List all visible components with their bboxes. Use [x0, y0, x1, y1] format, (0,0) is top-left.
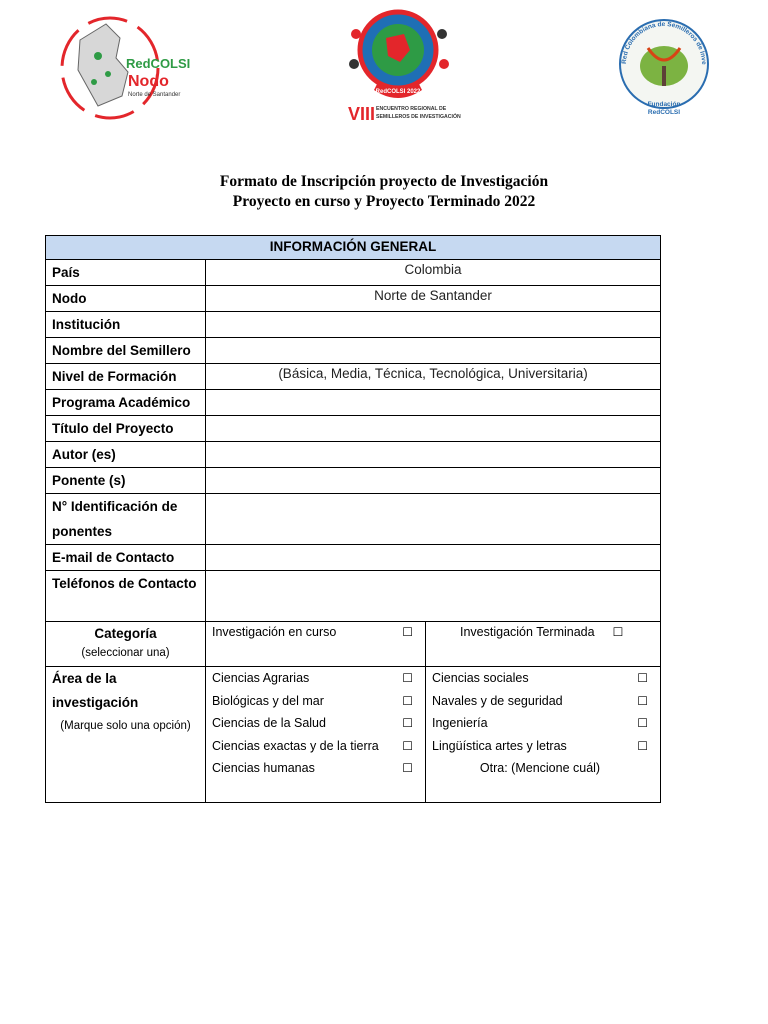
- categoria-option-curso-label: Investigación en curso: [212, 625, 337, 639]
- area-option-other-label: Otra: (Mencione cuál): [479, 761, 601, 775]
- section-header: INFORMACIÓN GENERAL: [46, 236, 661, 260]
- row-categoria: [46, 622, 661, 667]
- row-institucion: [46, 312, 661, 338]
- label-identificacion: N° Identificación de ponentes: [46, 494, 206, 545]
- area-option[interactable]: [432, 690, 654, 713]
- logo-center-line1: ENCUENTRO REGIONAL DE: [376, 106, 447, 112]
- field-pais[interactable]: Colombia: [206, 260, 661, 286]
- encuentro-regional-logo: [338, 6, 464, 124]
- area-option[interactable]: [212, 712, 419, 735]
- row-titulo: [46, 416, 661, 442]
- area-option[interactable]: [212, 690, 419, 713]
- label-pais: País: [46, 260, 206, 286]
- label-telefonos: Teléfonos de Contacto: [46, 571, 206, 622]
- logo-left-line1: RedCOLSI: [126, 56, 191, 71]
- area-option[interactable]: [212, 667, 419, 690]
- field-nivel-formacion[interactable]: (Básica, Media, Técnica, Tecnológica, Universitaria): [206, 364, 661, 390]
- area-option[interactable]: [432, 735, 654, 758]
- logo-center-ring: RedCOLSI 2022: [375, 89, 421, 95]
- field-autor[interactable]: [206, 442, 661, 468]
- field-semillero[interactable]: [206, 338, 661, 364]
- area-option-label: Biológicas y del mar: [212, 693, 324, 708]
- title-line-1: Formato de Inscripción proyecto de Investigación: [219, 173, 549, 190]
- area-option-label: Ciencias Agrarias: [212, 671, 310, 685]
- area-option[interactable]: [212, 757, 419, 780]
- area-option-label: Ciencias humanas: [212, 761, 315, 775]
- row-area: [46, 667, 661, 803]
- categoria-label-cell: [46, 622, 206, 667]
- area-option-label: Navales y de seguridad: [432, 693, 563, 708]
- area-option-label: Ciencias sociales: [432, 671, 529, 685]
- logo-left-line3: Norte de Santander: [128, 92, 181, 98]
- area-option-other[interactable]: [432, 757, 654, 780]
- label-institucion: Institución: [46, 312, 206, 338]
- field-programa[interactable]: [206, 390, 661, 416]
- checkbox-icon[interactable]: ☐: [612, 625, 624, 639]
- checkbox-icon[interactable]: ☐: [402, 671, 413, 685]
- logo-right-ring: Red Colombiana de Semilleros de Inve: [620, 20, 708, 65]
- label-nodo: Nodo: [46, 286, 206, 312]
- area-options-left: [206, 667, 426, 803]
- area-option[interactable]: [432, 667, 654, 690]
- checkbox-icon[interactable]: ☐: [637, 738, 649, 753]
- logo-left-line2: Nodo: [128, 73, 169, 90]
- categoria-option-curso[interactable]: [206, 622, 426, 667]
- row-ponente: [46, 468, 661, 494]
- table-header-row: [46, 236, 661, 260]
- document-title: [0, 172, 768, 212]
- fundacion-redcolsi-logo: [612, 12, 716, 124]
- logo-bar: [0, 0, 768, 140]
- area-option-label: Ciencias de la Salud: [212, 716, 326, 730]
- area-option-label: Ingeniería: [432, 716, 488, 730]
- title-line-2: Proyecto en curso y Proyecto Terminado 2022: [232, 193, 536, 210]
- redcolsi-nodo-logo: [58, 10, 208, 120]
- field-telefonos[interactable]: [206, 571, 661, 622]
- row-identificacion: [46, 494, 661, 545]
- checkbox-icon[interactable]: ☐: [402, 693, 413, 708]
- row-nivel-formacion: [46, 364, 661, 390]
- field-institucion[interactable]: [206, 312, 661, 338]
- row-autor: [46, 442, 661, 468]
- checkbox-icon[interactable]: ☐: [402, 761, 413, 775]
- checkbox-icon[interactable]: ☐: [637, 716, 649, 730]
- area-options-right: [426, 667, 661, 803]
- logo-center-line2: SEMILLEROS DE INVESTIGACIÓN: [376, 114, 461, 120]
- row-pais: [46, 260, 661, 286]
- field-titulo[interactable]: [206, 416, 661, 442]
- checkbox-icon[interactable]: ☐: [637, 693, 649, 708]
- registration-form-table: [45, 235, 661, 803]
- label-semillero: Nombre del Semillero: [46, 338, 206, 364]
- area-option-label: Lingüística artes y letras: [432, 738, 567, 753]
- label-titulo: Título del Proyecto: [46, 416, 206, 442]
- logo-center-numeral: VIII: [348, 104, 376, 124]
- row-email: [46, 545, 661, 571]
- checkbox-icon[interactable]: ☐: [402, 716, 413, 730]
- row-nodo: [46, 286, 661, 312]
- field-identificacion[interactable]: [206, 494, 661, 545]
- label-ponente: Ponente (s): [46, 468, 206, 494]
- row-programa: [46, 390, 661, 416]
- field-email[interactable]: [206, 545, 661, 571]
- categoria-option-terminada[interactable]: [426, 622, 661, 667]
- area-label-cell: [46, 667, 206, 803]
- label-email: E-mail de Contacto: [46, 545, 206, 571]
- label-autor: Autor (es): [46, 442, 206, 468]
- label-area: Área de la investigación: [52, 671, 139, 710]
- row-semillero: [46, 338, 661, 364]
- label-programa: Programa Académico: [46, 390, 206, 416]
- area-option[interactable]: [432, 712, 654, 735]
- area-option-label: Ciencias exactas y de la tierra: [212, 738, 379, 753]
- checkbox-icon[interactable]: ☐: [637, 671, 649, 685]
- label-categoria: Categoría: [94, 626, 157, 641]
- row-telefonos: [46, 571, 661, 622]
- area-option[interactable]: [212, 735, 419, 758]
- checkbox-icon[interactable]: ☐: [402, 738, 413, 753]
- categoria-hint: (seleccionar una): [81, 647, 170, 659]
- field-ponente[interactable]: [206, 468, 661, 494]
- categoria-option-terminada-label: Investigación Terminada: [460, 625, 595, 639]
- logo-right-line1: Fundación: [647, 101, 681, 108]
- area-hint: (Marque solo una opción): [60, 720, 191, 732]
- logo-right-line2: RedCOLSI: [647, 109, 681, 116]
- field-nodo[interactable]: Norte de Santander: [206, 286, 661, 312]
- label-nivel-formacion: Nivel de Formación: [46, 364, 206, 390]
- checkbox-icon[interactable]: ☐: [402, 625, 413, 639]
